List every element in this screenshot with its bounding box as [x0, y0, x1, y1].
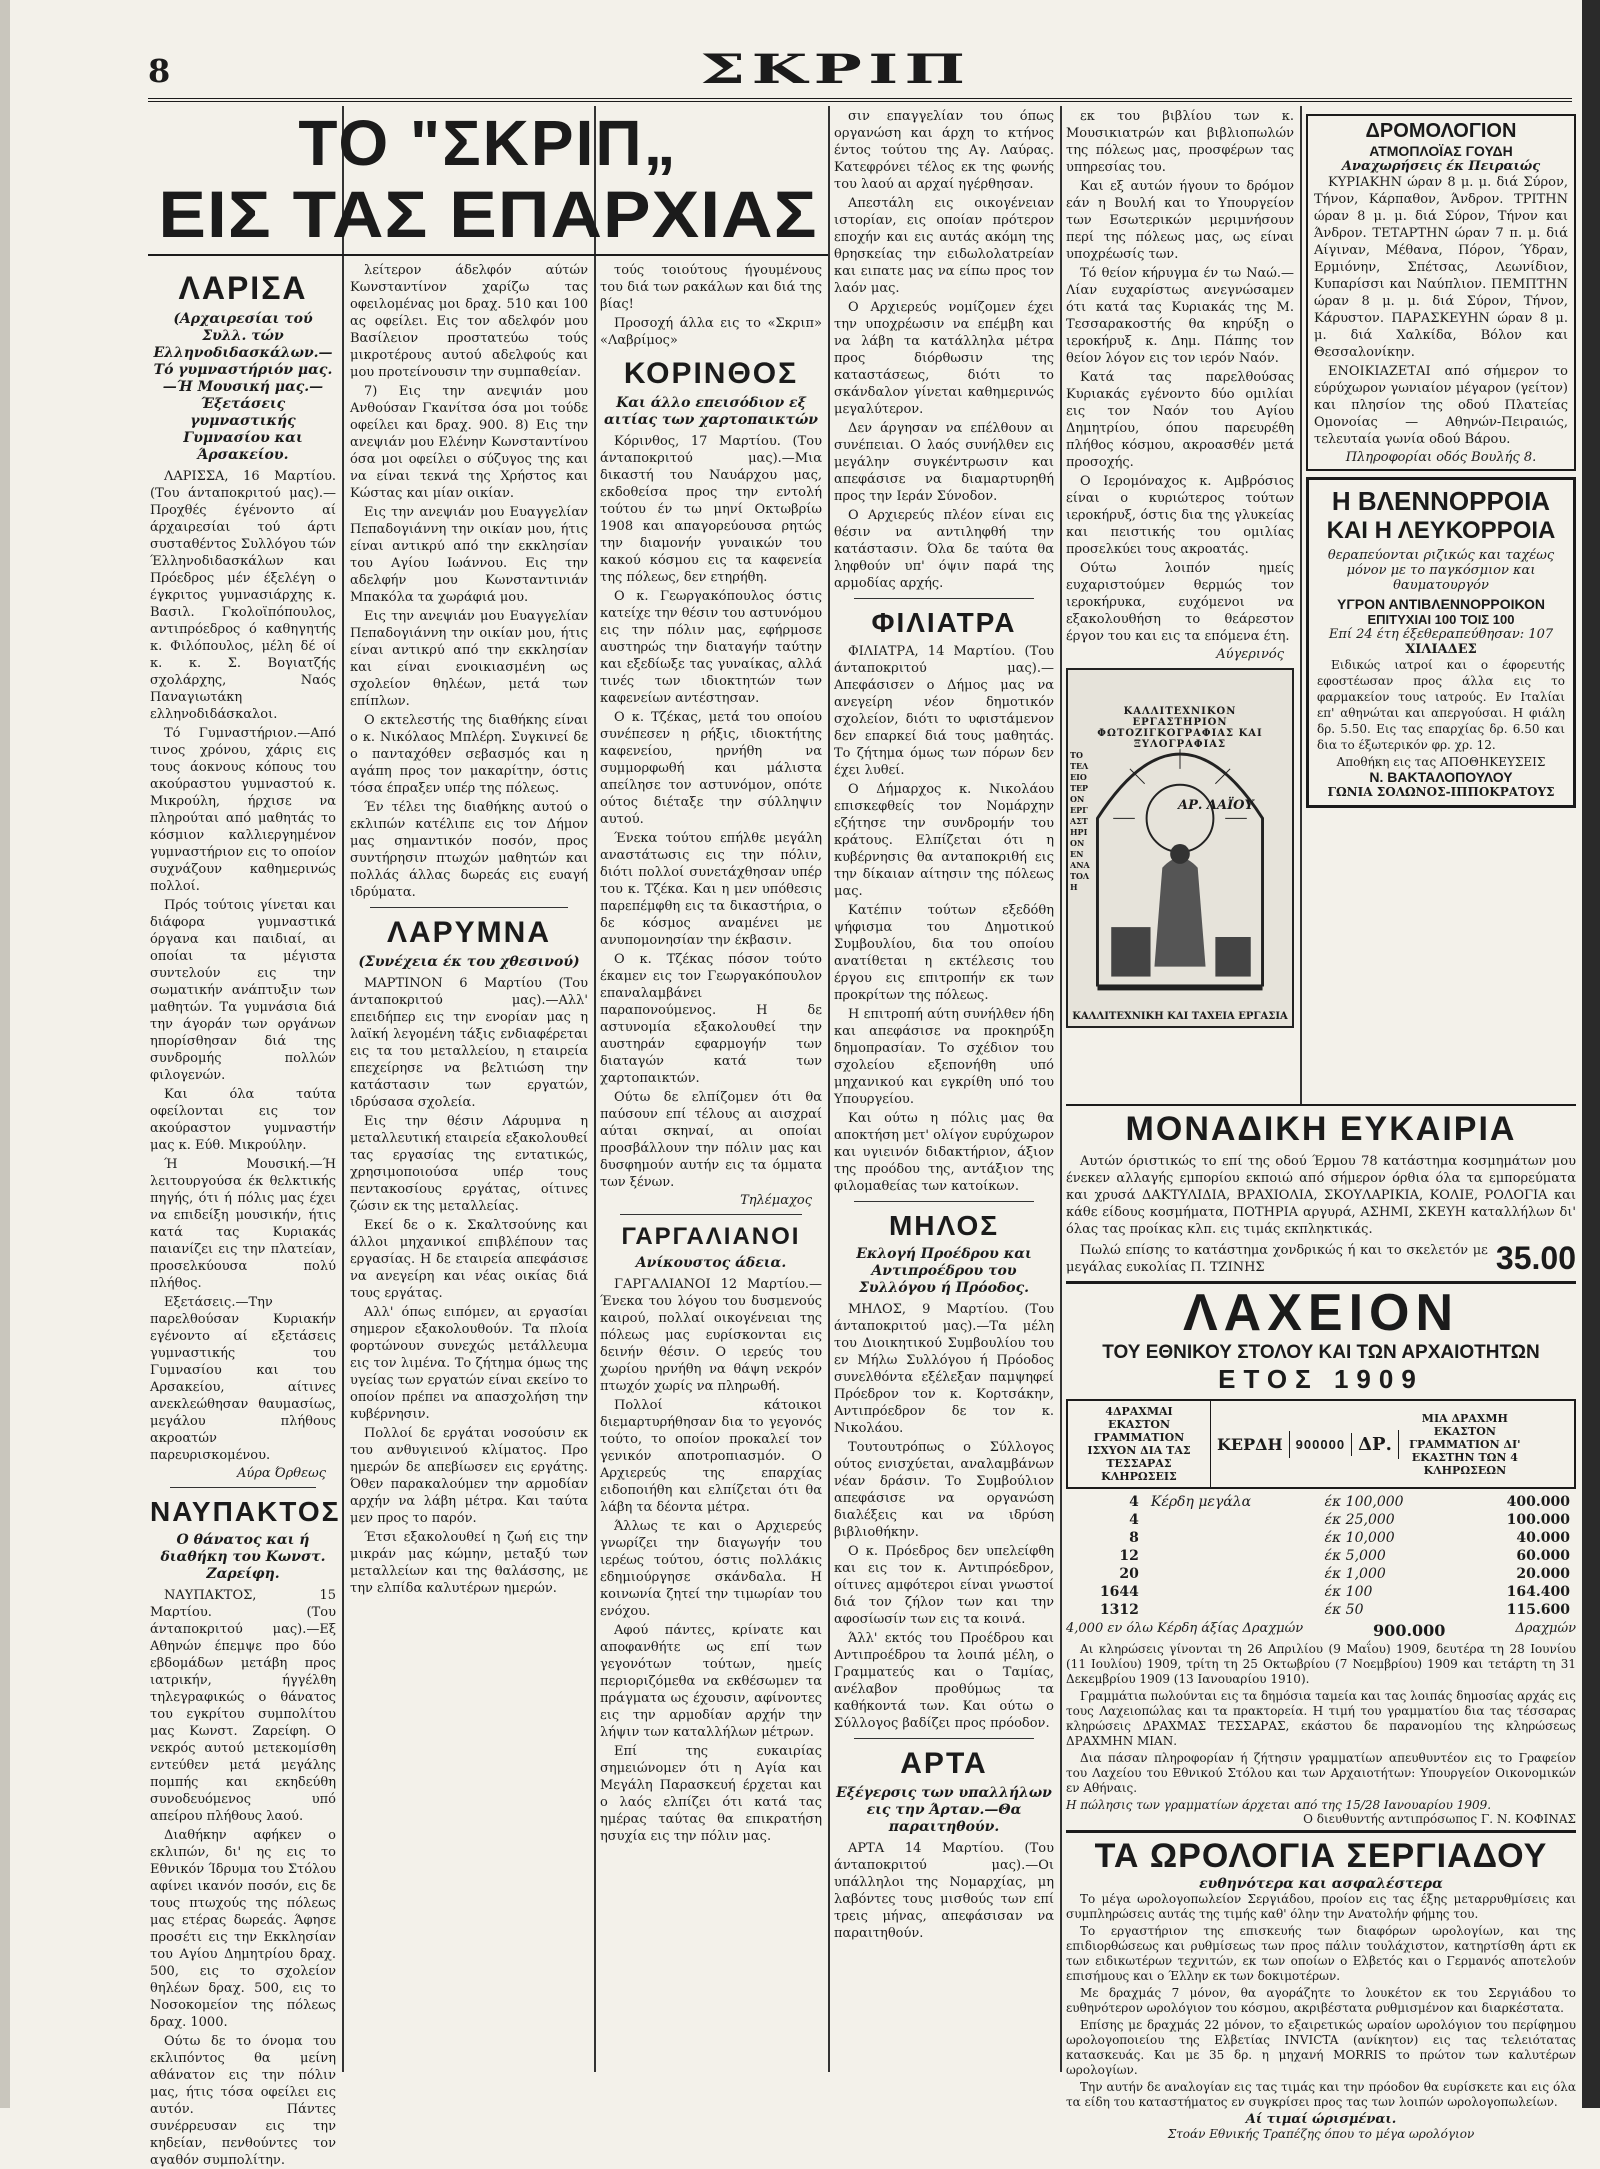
column-1 [150, 262, 341, 2168]
timetable-ad [1306, 114, 1576, 471]
article-paragraph: Ο Αρχιερεύς νομίζομεν έχει την υποχρέωσιν να επέμβη και να λάβη τα κατάλληλα μέτρα προς διόρθωσιν της καταστάσεως, διότι το σκάνδαλον γίνεται καθημερινώς μεγαλύτερον. [834, 300, 1054, 417]
timetable-subtitle: ΑΤΜΟΠΛΟΪΑΣ ΓΟΥΔΗ [1369, 143, 1513, 159]
lottery-prize-total: 60.000 [1516, 1548, 1570, 1564]
article-paragraph: ΓΑΡΓΑΛΙΑΝΟΙ 12 Μαρτίου.—Ένεκα του λόγου του δυσμενούς καιρού, πολλαί οικογένειαι της πόλεως μας ευρίσκονται εις δεινήν θέσιν. Ο ιερεύς του χωρίου ηρνήθη να θάψη νεκρόν πτωχόν χωρίς να πληρωθή. [600, 1277, 822, 1394]
article-paragraph: Δεν άργησαν να επέλθουν αι συνέπειαι. Ο λαός συνήλθεν εις μεγάλην συγκέντρωσιν και απεφάσισε να διαμαρτυρηθή προς την Ιεράν Σύνοδον. [834, 421, 1054, 504]
article-paragraph: τούς τοιούτους ήγουμένους του διά των ρακάλων και διά της βίας! [600, 263, 822, 312]
divider [170, 1487, 316, 1488]
lottery-info: Δια πάσαν πληροφορίαν ή ζήτησιν γραμματίων απευθυντέον εις το Γραφείον του Λαχείου του Εθνικού Στόλου και των Αρχαιοτήτων: Υπουργείον Οικονομικών εν Αθήναις. [1066, 1751, 1576, 1795]
unique-opportunity-title: ΜΟΝΑΔΙΚΗ ΕΥΚΑΙΡΙΑ [1125, 1110, 1517, 1148]
lottery-signer: Ο διευθυντής αντιπρόσωπος Γ. Ν. ΚΟΦΙΝΑΣ [1303, 1812, 1576, 1826]
medicine-shop: Ν. ΒΑΚΤΑΛΟΠΟΥΛΟΥ [1369, 769, 1513, 785]
header-rule [148, 98, 1572, 102]
lottery-tickets-text: Γραμμάτια πωλούνται εις τα δημόσια ταμεία και τας λοιπάς δημοσίας αρχάς εις τους Λαχειοπώλας και τα πρακτορεία. Η τιμή του γραμματίου δια τας τέσσαρας κληρώσεις ΔΡΑΧΜΑΣ ΤΕΣΣΑΡΑΣ, εκάστου δε παρανομίου της κληρώσεως ΔΡΑΧΜΗΝ ΜΙΑΝ. [1066, 1689, 1576, 1748]
article-paragraph: Έν τέλει της διαθήκης αυτού ο εκλιπών κατέλιπε εις τον Δήμον μας σημαντικόν ποσόν, προς συντήρησιν πτωχών μαθητών και πολλάς άλλας δωρεάς εις ευαγή ιδρύματα. [350, 800, 588, 900]
section-title-milos: ΜΗΛΟΣ [888, 1210, 1000, 1241]
article-paragraph: λείτερον άδελφόν αύτών Κωνσταντίνον χαρίζω τας οφειλομένας μοι δραχ. 510 και 100 ας οφείλει. Εις τον αδελφόν μου Βασίλειον προστατεύω τούς μικροτέρους αυτού αδελφούς και μου προτείνουσιν την συμπαθείαν. [350, 263, 588, 380]
section-title-korinthos: ΚΟΡΙΝΘΟΣ [623, 357, 799, 390]
section-subtitle: Εξέγερσις των υπαλλήλων εις την Άρταν.—Θα παραιτηθούν. [836, 1785, 1052, 1835]
article-paragraph: Απεστάλη εις οικογένειαν ιστορίαν, εις οποίαν πρότερον εποχήν και εις αυτάς ακόμη της θρησκείας την ειδωλολατρείαν και ειπατε μας να είπω προς τον λαόν μας. [834, 196, 1054, 296]
lottery-prize-total: 115.600 [1506, 1602, 1570, 1618]
column-rule [1060, 106, 1062, 2072]
article-paragraph: Τό θείον κήρυγμα έν τω Ναώ.—Λίαν ευχαρίστως ανεγνώσαμεν ότι κατά τας Κυριακάς της Μ. Τεσσαρακοστής θα κηρύξη ο ιεροκήρυξ κ. Δημ. Πάπης τον θείον λόγον εις τον ιερόν Ναόν. [1066, 266, 1294, 366]
article-paragraph: Ο κ. Τζέκας, μετά του οποίου συνέπεσεν η ρήξις, ιδιοκτήτης καφενείου, ηρνήθη να συμμορφωθή και μάλιστα απείλησε τον αστυνόμον, οπότε ούτος διέταξε την σύλληψιν αυτού. [600, 710, 822, 827]
engraving-advertisement [1066, 668, 1294, 1028]
rental-notice: ΕΝΟΙΚΙΑΖΕΤΑΙ από σήμερον το εύρύχωρον γωνιαίον μέγαρον (γείτον) και πλησίον της οδού Πλατείας Ομονοίας — Αθηνών-Πειραιώς, τελευταία γωνία οδού Βάρου. [1314, 364, 1568, 447]
article-paragraph: Εις την ανεψιάν μου Ευαγγελίαν Πεπαδογιάννη την οικίαν μου, ήτις είναι αντικρύ από την εκκλησίαν και είναι ενοικιασμένη ως σχολείον θηλέων, μετά των επίπλων. [350, 609, 588, 709]
column-rule [342, 106, 344, 2072]
lottery-sum-label: 4,000 εν όλω Κέρδη άξίας Δραχμών [1066, 1621, 1304, 1636]
article-paragraph: ΜΑΡΤΙΝΟΝ 6 Μαρτίου (Του άνταποκριτού μας).—Αλλ' επειδήπερ εις την ενορίαν μας η λαϊκή λεγομένη τάξις ενδιαφέρεται εις τα του μεταλλείου, η εταιρεία επεχείρησε να βελτιώση την κατάστασιν των εργατών, ιδρύσασα σχολεία. [350, 976, 588, 1110]
article-paragraph: Εις την θέσιν Λάρυμνα η μεταλλευτική εταιρεία εξακολουθεί τας εργασίας της εντατικώς, χρησιμοποιούσα υπέρ τους πεντακοσίους εργάτας, οίτινες ζώσιν εκ της μεταλλείας. [350, 1114, 588, 1214]
lottery-prize-each: έκ 100 [1324, 1584, 1373, 1600]
column-2 [350, 262, 588, 2072]
lottery-prize-each: έκ 5,000 [1324, 1548, 1386, 1564]
engraving-footer: ΚΑΛΛΙΤΕΧΝΙΚΗ ΚΑΙ ΤΑΧΕΙΑ ΕΡΓΑΣΙΑ [1072, 1011, 1288, 1022]
divider [1066, 1830, 1576, 1833]
lottery-prize-row [1066, 1583, 1576, 1601]
article-paragraph: Ο κ. Γεωργακόπουλος όστις κατείχε την θέσιν του αστυνόμου εις την πόλιν μας, εφήρμοσε αυστηρώς την διαταγήν ταύτην και εξεδίωξε τας γυναίκας, αλλά τινές των ιδιοκτητών των καφενείων αντέστησαν. [600, 589, 822, 706]
lottery-prize-count: 4 [1129, 1512, 1139, 1528]
section-title-larisa: ΛΑΡΙΣΑ [178, 270, 308, 306]
article-paragraph: Ο εκτελεστής της διαθήκης είναι ο κ. Νικόλαος Μπλέρη. Συγκινεί δε ο πανταχόθεν σεβασμός και η αγάπη προς τον μακαρίτην, όστις τόσα έπραξεν υπέρ της πόλεως. [350, 713, 588, 796]
divider [1066, 1104, 1576, 1106]
article-paragraph: Επί της ευκαιρίας σημειώνομεν ότι η Αγία και Μεγάλη Παρασκευή έρχεται και ο λαός ελπίζει ότι κατά τας ημέρας ταύτας θα επικρατήση ησυχία εις την πόλιν μας. [600, 1744, 822, 1844]
divider [620, 1214, 802, 1215]
banner-line-2: ΕΙΣ ΤΑΣ ΕΠΑΡΧΙΑΣ [158, 177, 818, 251]
lottery-prize-label [1145, 1601, 1319, 1619]
medicine-title-1: Η ΒΛΕΝΝΟΡΡΟΙΑ [1331, 486, 1551, 516]
article-paragraph: ΑΡΤΑ 14 Μαρτίου. (Του άνταποκριτού μας).—Οι υπάλληλοι της Νομαρχίας, μη λαβόντες τους μισθούς των επί τρεις μήνας, απεφάσισαν να παραιτηθούν. [834, 1841, 1054, 1941]
article-paragraph: Κατέπιν τούτων εξεδόθη ψήφισμα του Δημοτικού Συμβουλίου, δια του οποίου ανατίθεται η εκτέλεσις του έργου εις επιτροπήν εκ των προκρίτων της πόλεως. [834, 903, 1054, 1003]
article-paragraph: ΝΑΥΠΑΚΤΟΣ, 15 Μαρτίου. (Του άνταποκριτού μας).—Εξ Αθηνών έπεμψε προ δύο εβδομάδων μετάβη προς ιατρικήν, ήγγέλθη τηλεγραφικώς ο θάνατος του εγκρίτου συμπολίτου μας Κωνστ. Ζαρείφη. Ο νεκρός αυτού μετεκομίσθη εντεύθεν μετά μεγάλης πομπής και εκηδεύθη συνοδευόμενος υπό απείρου πλήθους λαού. [150, 1588, 336, 1824]
timetable-title: ΔΡΟΜΟΛΟΓΙΟΝ [1365, 120, 1517, 142]
lottery-prize-row [1066, 1547, 1576, 1565]
article-paragraph: εκ του βιβλίου των κ. Μουσικιατρών και βιβλιοπωλών της πόλεως μας, προσφέρων τας υπηρεσίας του. [1066, 109, 1294, 175]
article-paragraph: Τό Γυμναστήριον.—Από τινος χρόνου, χάρις εις τους άοκνους κόπους του ακούραστου γυμναστού κ. Μικρούλη, ήρχισε να πληρούται από μαθητάς το κόσμιον καλλιεργημένον γυμναστήριον εις το οποίον συχνάζουν καθημερινώς πολλοί. [150, 726, 336, 894]
section-subtitle: Ο θάνατος και ή διαθήκη του Κωνστ. Ζαρείφη. [160, 1532, 326, 1582]
column-rule [828, 106, 830, 2072]
engraving-arch-text: ΚΑΛΛΙΤΕΧΝΙΚΟΝ ΕΡΓΑΣΤΗΡΙΟΝ ΦΩΤΟΖΙΓΚΟΓΡΑΦΙΑΣ ΚΑΙ ΞΥΛΟΓΡΑΦΙΑΣ [1097, 706, 1263, 750]
lottery-prize-each: έκ 10,000 [1324, 1530, 1395, 1546]
article-paragraph: Άλλ' εκτός του Προέδρου και Αντιπροέδρου τα λοιπά μέλη, ο Γραμματεύς και ο Ταμίας, ανέλαβον προθύμως τα καθήκοντά των. Και ούτω ο Σύλλογος βαδίζει προς πρόοδον. [834, 1631, 1054, 1731]
lottery-prize-label [1145, 1511, 1319, 1529]
lottery-prize-each: έκ 50 [1324, 1602, 1364, 1618]
article-paragraph: Κατά τας παρελθούσας Κυριακάς εγένοντο δύο ομιλίαι εις τον Ναόν του Αγίου Δημητρίου, όπου παρευρέθη πλήθος κόσμου, ακροασθέν μετά προσοχής. [1066, 370, 1294, 470]
lottery-prize-count: 4 [1129, 1494, 1139, 1510]
article-paragraph: Αλλ' όπως ειπόμεν, αι εργασίαι σημερον εξακολουθούν. Τα πλοία φορτώνουν συνεχώς μετάλλευμα εις τον λιμένα. Το ζήτημα όμως της υγείας των εργατών είναι εκείνο το οποίον πρέπει να απασχολήση την κυβέρνησιν. [350, 1305, 588, 1422]
medicine-title-2: ΚΑΙ Η ΛΕΥΚΟΡΡΟΙΑ [1326, 517, 1556, 544]
lottery-title: ΛΑΧΕΙΟΝ [1182, 1284, 1460, 1342]
medicine-success: ΕΠΙΤΥΧΙΑΙ 100 ΤΟΙΣ 100 [1367, 612, 1515, 627]
lottery-prize-total: 100.000 [1506, 1512, 1570, 1528]
watches-title: ΤΑ ΩΡΟΛΟΓΙΑ ΣΕΡΓΙΑΔΟΥ [1094, 1837, 1548, 1875]
lottery-draw-text: Αι κληρώσεις γίνονται τη 26 Απριλίου (9 Μαΐου) 1909, δευτέρα τη 28 Ιουνίου (11 Ιουλίου) 1909, τρίτη τη 25 Οκτωβρίου (7 Νοεμβρίου) 1909 και τετάρτη τη 31 Δεκεμβρίου 1909 (13 Ιανουαρίου 1910). [1066, 1642, 1576, 1686]
article-paragraph: 7) Εις την ανεψιάν μου Ανθούσαν Γκανίτσα όσα μοι τούδε οφείλει και δραχ. 900. 8) Εις την ανεψιάν μου Ελένην Κωνσταντίνου όσα μοι οφείλει ο σύζυγος της και να είναι τεκνά της Χρήστος και Κώστας και μίαν οικίαν. [350, 384, 588, 501]
section-title-larymna: ΛΑΡΥΜΝΑ [386, 916, 551, 949]
article-paragraph: Τουτουτρόπως ο Σύλλογος ούτος ενισχύεται, αναλαμβάνων νέαν δράσιν. Το Συμβούλιον απεφάσισε να οργανώση διαλέξεις και να ιδρύση βιβλιοθήκην. [834, 1440, 1054, 1540]
article-paragraph: σιν επαγγελίαν του όπως οργανώση και άρχη το κτήνος έντος τούτου της Αγ. Λαύρας. Κατεφρόνει τέλος εκ της φωνής του λαού αι αρχαί ηγέρθησαν. [834, 109, 1054, 192]
medicine-ad [1306, 477, 1576, 808]
medicine-depot: Αποθήκη εις τας ΑΠΟΘΗΚΕΥΣΕΙΣ [1336, 755, 1546, 769]
article-paragraph: Και όλα ταύτα οφείλονται εις τον ακούραστον γυμναστήν μας κ. Εύθ. Μικρούλην. [150, 1087, 336, 1153]
column-3 [600, 262, 822, 2072]
column-5 [1066, 108, 1294, 1098]
article-paragraph: Και ούτω η πόλις μας θα αποκτήση μετ' ολίγον ευρύχωρον και υγιεινόν διδακτήριον, άξιον της προόδου της, αντάξιον της φιλομαθείας των κατοίκων. [834, 1111, 1054, 1194]
lottery-left-band: 4ΔΡΑΧΜΑΙ ΕΚΑΣΤΟΝ ΓΡΑΜΜΑΤΙΟΝ ΙΣΧΥΟΝ ΔΙΑ ΤΑΣ ΤΕΣΣΑΡΑΣ ΚΛΗΡΩΣΕΙΣ [1068, 1401, 1211, 1487]
article-paragraph: Ο κ. Τζέκας πόσον τούτο έκαμεν εις τον Γεωργακόπουλον επαναλαμβάνει παραπονούμενος. Η δε αστυνομία εξακολουθεί την αυστηράν εφαρμογήν των διαταγών κατά των χαρτοπαικτών. [600, 952, 822, 1086]
lottery-prize-table [1066, 1493, 1576, 1619]
article-paragraph: Εις την ανεψιάν μου Ευαγγελίαν Πεπαδογιάννη την οικίαν μου, ήτις είναι αντικρύ από την εκκλησίαν του Αγίου Ιωάννου. Εις την αδελφήν μου Κωνσταντινιάν Μπακόλα τα χωράφιά μου. [350, 505, 588, 605]
lottery-amount: 900000 [1290, 1433, 1352, 1456]
watches-address: Στοάν Εθνικής Τραπέζης όπου το μέγα ωρολόγιον [1167, 2127, 1475, 2141]
article-paragraph: Άλλως τε και ο Αρχιερεύς γνωρίζει την διαγωγήν του ιερέως τούτου, όστις πολλάκις εδημιούργησε σκάνδαλα. Η κοινωνία ζητεί την τιμωρίαν του ενόχου. [600, 1519, 822, 1619]
unique-opportunity-text: Αυτών όριστικώς το επί της οδού Έρμου 78 κατάστημα κοσμημάτων μου ένεκεν αλλαγής εμπορίου εκποιώ από σήμερον όρθια όλα τα εμπορεύματα και χρυσά ΔΑΚΤΥΛΙΔΙΑ, ΒΡΑΧΙΟΛΙΑ, ΣΚΟΥΛΑΡΙΚΙΑ, ΚΟΛΙΕ, ΡΟΛΟΓΙΑ και κάθε είδους κοσμήματα, ΠΟΤΗΡΙΑ αργυρά, ΑΣΗΜΙ, ΣΚΕΥΗ καταλλήλων δι' όλας τας προίκας κλπ. εις τιμάς εκπληκτικάς. [1066, 1154, 1576, 1237]
lottery-prize-label [1145, 1565, 1319, 1583]
lottery-subtitle: ΤΟΥ ΕΘΝΙΚΟΥ ΣΤΟΛΟΥ ΚΑΙ ΤΩΝ ΑΡΧΑΙΟΤΗΤΩΝ [1102, 1342, 1540, 1363]
lottery-prize-count: 8 [1129, 1530, 1139, 1546]
lottery-currency: ΔΡ. [1352, 1430, 1399, 1459]
section-subtitle: (Αρχαιρεσίαι τού Συλλ. τών Ελληνοδιδασκάλων.—Τό γυμναστήριόν μας.—Ή Μουσική μας.—Έξετάσεις γυμναστικής Γυμνασίου και Άρσακείου. [153, 311, 333, 463]
engraving-name: ΑΡ. ΛΑΪΟΥ [1178, 798, 1254, 813]
banner-rule [148, 254, 828, 256]
article-paragraph: Κόρινθος, 17 Μαρτίου. (Του άνταποκριτού μας).—Μια δικαστή του Ναυάρχου μας, εκδοθείσα προς την εντολή τούτου έν τω μηνί Οκτωβρίω 1908 και απαγορεύουσα ρητώς την διαμονήν γυναικών του κακού κόσμου εις τα καφενεία της πόλεως, δεν ετηρήθη. [600, 434, 822, 585]
divider [370, 907, 568, 908]
watches-paragraph: Την αυτήν δε αναλογίαν εις τας τιμάς και την πρόοδον θα ευρίσκετε και εις όλα τα είδη του καταστήματος εν συγκρίσει προς τας των λοιπών ωρολογοπωλείων. [1066, 2080, 1576, 2109]
watches-footer: Αί τιμαί ώρισμέναι. [1245, 2112, 1397, 2127]
medicine-product: ΥΓΡΟΝ ΑΝΤΙΒΛΕΝΝΟΡΡΟΙΚΟΝ [1337, 596, 1545, 612]
article-paragraph: Ούτω δε ελπίζομεν ότι θα παύσουν επί τέλους αι αισχραί αύται σκηναί, αι οποίαι προσβάλλουν την πόλιν μας και δυσφημούν αυτήν εις τα όμματα των ξένων. [600, 1090, 822, 1190]
medicine-line: θεραπεύονται ριζικώς και ταχέως μόνον με το παγκόσμιον και θαυματουργόν [1327, 548, 1555, 593]
scan-edge-left [0, 0, 10, 2108]
lottery-sum-value: 900.000 [1373, 1621, 1446, 1640]
article-paragraph: Προσοχή άλλα εις το «Σκριπ» «Λαβρίμος» [600, 316, 822, 348]
article-paragraph: Πολλοί κάτοικοι διεμαρτυρήθησαν δια το γεγονός τούτο, το οποίον προκαλεί τον γενικόν αποτροπιασμόν. Ο Αρχιερεύς της επαρχίας ειδοποιήθη και ελπίζεται ότι θα λάβη τα δέοντα μέτρα. [600, 1398, 822, 1515]
section-subtitle: (Συνέχεια έκ του χθεσινού) [358, 954, 580, 970]
article-paragraph: Διαθήκην αφήκεν ο εκλιπών, δι' ης εις το Εθνικόν Ίδρυμα του Στόλου αφίνει ικανόν ποσόν, εις δε τους πτωχούς της πόλεως μας ετέρας δωρεάς. Άφησε προσέτι εις την Εκκλησίαν του Αγίου Δημητρίου δραχ. 500, εις το σχολείον θηλέων δραχ. 500, εις το Νοσοκομείον της πόλεως δραχ. 1000. [150, 1828, 336, 2030]
lottery-prize-each: έκ 100,000 [1324, 1494, 1404, 1510]
lottery-prize-total: 40.000 [1516, 1530, 1570, 1546]
lottery-prize-total: 20.000 [1516, 1566, 1570, 1582]
section-title-philiatra: ΦΙΛΙΑΤΡΑ [871, 607, 1017, 638]
lottery-prize-count: 1644 [1099, 1584, 1139, 1600]
divider [854, 1738, 1034, 1739]
lottery-prize-each: έκ 25,000 [1324, 1512, 1395, 1528]
lottery-prize-row [1066, 1565, 1576, 1583]
article-paragraph: Έτσι εξακολουθεί η ζωή εις την μικράν μας κώμην, μεταξύ των μεταλλείων και της θαλάσσης, με την ελπίδα καλυτέρων ημερών. [350, 1530, 588, 1596]
lottery-prize-count: 1312 [1099, 1602, 1139, 1618]
article-paragraph: Ο κ. Πρόεδρος δεν υπελείφθη και εις τον κ. Αντιπρόεδρον, οίτινες αμφότεροι είναι γνωστοί διά τον ζήλον των και την αφοσίωσίν των εις τα κοινά. [834, 1544, 1054, 1627]
article-paragraph: Πολλοί δε εργάται νοσούσιν εκ του ανθυγιεινού κλίματος. Προ ημερών δε απεβίωσεν εις εργάτης. Όθεν παρακαλούμεν την αρμοδίαν αρχήν να λάβη μέτρα. Και ταύτα μεν προς το παρόν. [350, 1426, 588, 1526]
article-paragraph: Εξετάσεις.—Την παρελθούσαν Κυριακήν εγένοντο αί εξετάσεις γυμναστικής του Γυμνασίου και του Αρσακείου, αίτινες ανεκλεώθησαν θαυμασίως, μεγάλου πλήθους ακροατών παρευρισκομένου. [150, 1295, 336, 1463]
article-paragraph: ΜΗΛΟΣ, 9 Μαρτίου. (Του άνταποκριτού μας).—Τα μέλη του Διοικητικού Συμβουλίου του εν Μήλω Συλλόγου ή Πρόοδος συνελθόντα εξέλεξαν παμψηφεί Πρόεδρον τον κ. Κορτσάκην, Αντιπρόεδρον δε τον κ. Νικολάου. [834, 1302, 1054, 1436]
engraving-side-text: ΤΟ ΤΕΛΕΙΟΤΕΡΟΝ ΕΡΓΑΣΤΗΡΙΟΝ ΕΝ ΑΝΑΤΟΛΗ [1070, 750, 1090, 892]
lottery-kerdi: ΚΕΡΔΗ [1211, 1431, 1290, 1458]
article-paragraph: Πρός τούτοις γίνεται και διάφορα γυμναστικά όργανα και παιδιαί, αι οποίαι τα μέγιστα συντελούν εις την σωματικήν ανάπτυξιν των μαθητών. Τα γυμνάσια διά την άγοράν των οργάνων ηπορίσθησαν διά της συνδρομής πολλών φιλογενών. [150, 898, 336, 1083]
divider [854, 598, 1034, 599]
article-paragraph: Εκεί δε ο κ. Σκαλτσούνης και άλλοι μηχανικοί επιβλέπουν τας εργασίας. Η δε εταιρεία απεφάσισε να ανεγείρη και νέας οικίας διά τους εργάτας. [350, 1218, 588, 1301]
watches-paragraph: Επίσης με δραχμάς 22 μόνον, το εξαιρετικώς ωραίον ωρολόγιον του περίφημου ωρολογοποιείου της Ελβετίας INVICTA (ανίκητον) εις τας τελειότατας κατασκευάς. Και με 35 δρ. η μηχανή MORRIS το πρώτον των καλυτέρων ωρολογίων. [1066, 2018, 1576, 2077]
lottery-prize-label [1145, 1529, 1319, 1547]
page-number: 8 [148, 52, 171, 90]
lottery-band [1066, 1399, 1576, 1489]
section-subtitle: Ανίκουστος άδεια. [635, 1255, 787, 1271]
watches-subtitle: ευθηνότερα και ασφαλέστερα [1199, 1876, 1443, 1892]
article-paragraph: Και εξ αυτών ήγουν το δρόμον εάν η Βουλή και το Υπουργείον των Εσωτερικών μεριμνήσουν περί της πόλεως μας, ως είναι υποχρέωσίς των. [1066, 179, 1294, 262]
timetable-subtitle-2: Αναχωρήσεις έκ Πειραιώς [1341, 159, 1541, 174]
column-rule [594, 106, 596, 2072]
article-paragraph: Ή Μουσική.—Ή λειτουργούσα έκ θελκτικής πηγής, ότι ή πόλις μας έχει να επιδείξη μουσικήν, ήτις κατά τας Κυριακάς παιανίζει εις την πλατείαν, προσελκύουσα πολύ πλήθος. [150, 1157, 336, 1291]
article-paragraph: Ο Ιερομόναχος κ. Αμβρόσιος είναι ο κυριώτερος τούτων ιεροκήρυξ, όστις δια της γλυκείας και πειστικής του ομιλίας προσελκύει τους ακροατάς. [1066, 474, 1294, 557]
signature: Αύρα Όρθεως [236, 1466, 326, 1481]
section-title-gargaliani: ΓΑΡΓΑΛΙΑΝΟΙ [621, 1223, 801, 1250]
watches-paragraph: Το μέγα ωρολογοπωλείον Σεργιάδου, προίον εις τας έξης μεταρρυθμίσεις και συμπληρώσεις αυτάς της τιμής καθ' όλην την Ανατολήν φήμης του. [1066, 1892, 1576, 1921]
column-6 [1306, 108, 1576, 1098]
lottery-date: Η πώλησις των γραμματίων άρχεται από της 15/28 Ιανουαρίου 1909. [1066, 1798, 1492, 1812]
article-paragraph: Ούτω δε το όνομα του εκλιπόντος θα μείνη αθάνατον εις την πόλιν μας, ήτις τόσα οφείλει εις αυτόν. Πάντες συνέρρευσαν εις την κηδείαν, πενθούντες τον αγαθόν συμπολίτην. [150, 2034, 336, 2168]
lottery-prize-total: 400.000 [1506, 1494, 1570, 1510]
medicine-text: Ειδικώς ιατροί και ο έφορευτής εφοστέωσαν προς άλλα εις το φαρμακείον τους ιατρούς. Εν Ιταλίαι επ' αθηνώται και απεργούσαι. Η φιάλη δρ. 5.50. Εις τας επαρχίας δρ. 6.50 και δια το έξωτερικόν φρ. χρ. 12. [1317, 658, 1565, 752]
rental-info: Πληροφορίαι οδός Βουλής 8. [1345, 450, 1537, 465]
lottery-prize-row [1066, 1601, 1576, 1619]
section-title-nafpaktos: ΝΑΥΠΑΚΤΟΣ [150, 1496, 341, 1527]
lottery-sum-unit: Δραχμών [1515, 1621, 1576, 1636]
article-paragraph: Ο Δήμαρχος κ. Νικολάου επισκεφθείς τον Νομάρχην εζήτησε την συνδρομήν του κράτους. Ελπίζεται ότι η κυβέρνησις θα ανταποκριθή εις την δίκαιαν αίτησιν της πόλεως μας. [834, 782, 1054, 899]
timetable-text: ΚΥΡΙΑΚΗΝ ώραν 8 μ. μ. διά Σύρον, Τήνον, Κάρπαθον, Άνδρον. ΤΡΙΤΗΝ ώραν 8 μ. μ. διά Σύρον, Τήνον και Άνδρον. ΤΕΤΑΡΤΗΝ ώραν 7 π. μ. διά Αίγιναν, Μέθανα, Πόρον, Ύδραν, Ερμιόνην, Σπέτσας, Λεωνίδιον, Κυπαρίσσι και Ναύπλιον. ΠΕΜΠΤΗΝ ώραν 8 μ. μ. διά Σύρον, Τήνον, Κάρυστον. ΠΑΡΑΣΚΕΥΗΝ ώραν 8 μ. μ. διά Χαλκίδα, Βόλον και Θεσσαλονίκην. [1314, 175, 1568, 360]
medicine-cured-label: ΧΙΛΙΑΔΕΣ [1405, 642, 1477, 657]
watches-paragraph: Με δραχμάς 7 μόνον, θα αγοράζητε το λουκέτον εκ του Σεργιάδου το ευθηνότερον ωρολόγιον του κόσμου, ακριβέστατα ρυθμισμένον και διαρκέστατα. [1066, 1986, 1576, 2015]
lottery-prize-row [1066, 1493, 1576, 1511]
lottery-prize-row [1066, 1511, 1576, 1529]
section-title-arta: ΑΡΤΑ [900, 1747, 988, 1780]
scan-edge-right [1582, 0, 1600, 2108]
divider [854, 1201, 1034, 1202]
lottery-prize-label [1145, 1583, 1319, 1601]
column-rule [1300, 106, 1302, 1106]
article-paragraph: Η επιτροπή αύτη συνήλθεν ήδη και απεφάσισε να προκηρύξη δημοπρασίαν. Το σχέδιον του σχολείου εξεπονήθη υπό μηχανικού και εγκρίθη υπό του Υπουργείου. [834, 1007, 1054, 1107]
article-paragraph: ΦΙΛΙΑΤΡΑ, 14 Μαρτίου. (Του άνταποκριτού μας).—Απεφάσισεν ο Δήμος μας να ανεγείρη νέον δημοτικόν σχολείον, διότι το υφιστάμενον δεν επαρκεί διά τους μαθητάς. Το ζήτημα όμως των πόρων δεν έχει λυθεί. [834, 644, 1054, 778]
lottery-prize-total: 164.400 [1506, 1584, 1570, 1600]
medicine-cured: Επί 24 έτη έξεθεραπεύθησαν: 107 [1328, 627, 1554, 642]
article-paragraph: ΛΑΡΙΣΣΑ, 16 Μαρτίου. (Του άνταποκριτού μας).—Προχθές έγένοντο αί άρχαιρεσίαι τού άρτι συσταθέντος Συλλόγου τών Έλληνοδιδασκάλων και Πρόεδρος μέν έξελέγη ο έγκριτος γυμνασιάρχης κ. Βασιλ. Γκολοϊπόπουλος, αντιπρόεδρος ό καθηγητής κ. Φιλόπουλος, μέλη δέ οί κ. κ. Σ. Βογιατζής σχολάρχης, Ναός Παναγιωτάκη ελληνοδιδάσκαλοι. [150, 469, 336, 722]
lottery-year: ΕΤΟΣ 1909 [1218, 1364, 1424, 1394]
article-paragraph: Ένεκα τούτου επήλθε μεγάλη αναστάτωσις εις την πόλιν, διότι πολλοί συνετάχθησαν υπέρ του κ. Τζέκα. Και η μεν υπόθεσις παρεπέμφθη εις τα δικαστήρια, ο δε κόσμος αναμένει με ανυπομονησίαν την έκβασιν. [600, 831, 822, 948]
right-bottom-ads [1066, 1104, 1576, 2141]
banner-line-1: ΤΟ "ΣΚΡΙΠ„ [298, 107, 678, 179]
medicine-address: ΓΩΝΙΑ ΣΟΛΩΝΟΣ-ΙΠΠΟΚΡΑΤΟΥΣ [1327, 785, 1555, 799]
lottery-prize-count: 20 [1119, 1566, 1139, 1582]
section-subtitle: Εκλογή Προέδρου και Αντιπροέδρου του Συλλόγου ή Πρόοδος. [856, 1246, 1032, 1296]
article-paragraph: Ο Αρχιερεύς πλέον είναι εις θέσιν να αντιληφθή την κατάστασιν. Όλα δε ταύτα θα ληφθούν υπ' όψιν παρά της αρμοδίας αρχής. [834, 508, 1054, 591]
section-subtitle: Και άλλο επεισόδιον εξ αιτίας των χαρτοπαικτών [603, 395, 819, 428]
article-paragraph: Αφού πάντες, κρίνατε και αποφανθήτε ως επί των γεγονότων τούτων, ημείς περιοριζόμεθα να εκθέσωμεν τα πράγματα ως έχουσιν, αφίνοντες εις την αρμοδίαν αρχήν την λήψιν των καταλλήλων μέτρων. [600, 1623, 822, 1740]
lottery-prize-count: 12 [1119, 1548, 1139, 1564]
lottery-prize-each: έκ 1,000 [1324, 1566, 1386, 1582]
signature: Αύγερινός [1216, 647, 1284, 662]
lottery-right-band: ΜΙΑ ΔΡΑΧΜΗ ΕΚΑΣΤΟΝ ΓΡΑΜΜΑΤΙΟΝ ΔΙ' ΕΚΑΣΤΗΝ ΤΩΝ 4 ΚΛΗΡΩΣΕΩΝ [1409, 1411, 1521, 1477]
masthead: ΣΚΡΙΠ [700, 46, 972, 93]
signature: Τηλέμαχος [740, 1193, 812, 1208]
column-4 [834, 108, 1054, 2068]
unique-opportunity-price: 35.00 [1495, 1240, 1576, 1276]
watches-paragraph: Το εργαστήριον της επισκευής των διαφόρων ωρολογίων, και της επιδιορθώσεως και ρυθμίσεως των προς πάλιν τουλάχιστον, κατηρτίσθη άρτι εκ των ειδικωτέρων τεχνιτών, εκ των οποίων ο Ελβετός και ο Γερμανός αποτελούν επισήμους και ο Έλλην εκ των δοκιμοτέρων. [1066, 1924, 1576, 1983]
banner [148, 108, 828, 256]
lottery-prize-row [1066, 1529, 1576, 1547]
lottery-prize-label [1145, 1547, 1319, 1565]
article-paragraph: Ούτω λοιπόν ημείς ευχαριστούμεν θερμώς τον ιεροκήρυκα, ευχόμενοι να εξακολουθήση το θεάρεστον έργον του και εις τα επόμενα έτη. [1066, 561, 1294, 644]
unique-opportunity-tail: Πωλώ επίσης το κατάστημα χονδρικώς ή και το σκελετόν με μεγάλας ευκολίας Π. ΤΖΙΝΗΣ [1066, 1242, 1488, 1275]
lottery-prize-label: Κέρδη μεγάλα [1150, 1494, 1252, 1510]
